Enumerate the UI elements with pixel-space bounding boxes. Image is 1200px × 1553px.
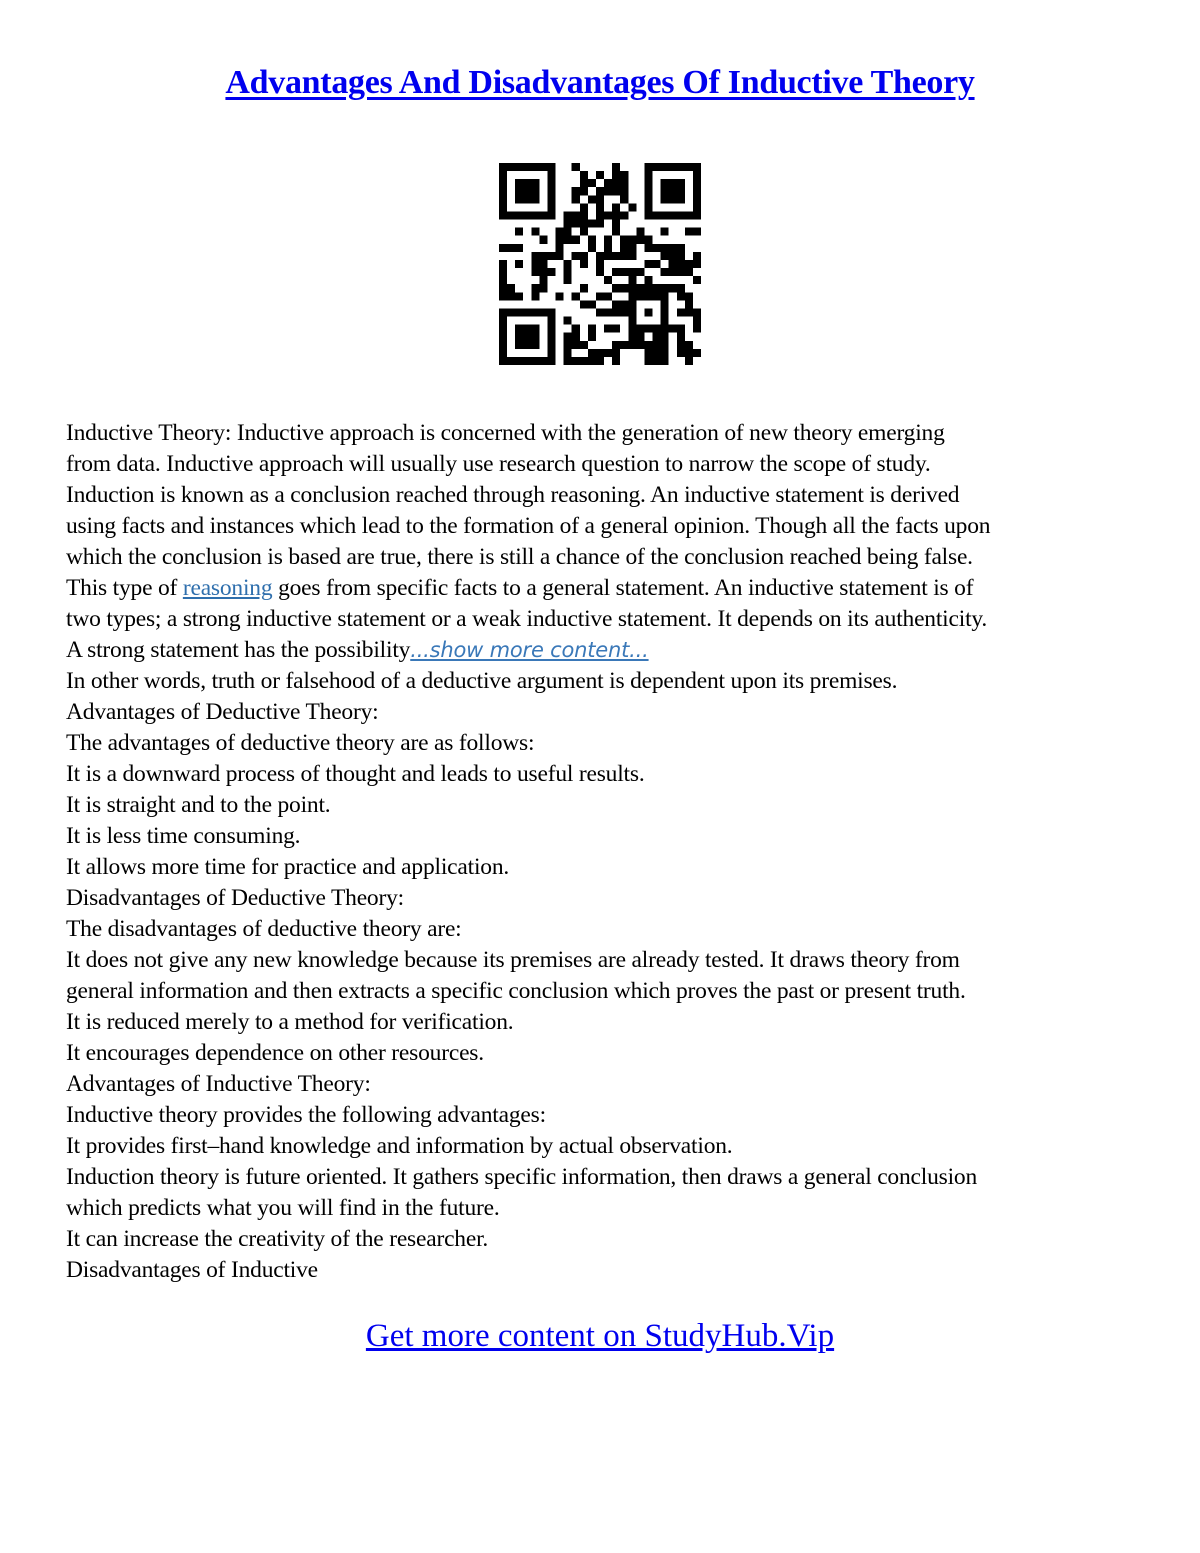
reasoning-link[interactable]: reasoning <box>182 575 273 601</box>
text-line: It does not give any new knowledge because its premises are already tested. It draws theory from <box>66 947 960 973</box>
text-segment: This type of <box>66 575 183 601</box>
text-line: Advantages of Inductive Theory: <box>66 1071 371 1097</box>
text-line: Disadvantages of Deductive Theory: <box>66 885 404 911</box>
text-segment: A strong statement has the possibility <box>66 637 411 663</box>
text-line: which predicts what you will find in the future. <box>66 1195 500 1221</box>
text-line: The disadvantages of deductive theory are: <box>66 916 462 942</box>
text-line: The advantages of deductive theory are as follows: <box>66 730 535 756</box>
text-line: It is less time consuming. <box>66 823 301 849</box>
text-line <box>66 573 1156 604</box>
text-line: Disadvantages of Inductive <box>66 1257 318 1283</box>
text-line: It is a downward process of thought and leads to useful results. <box>66 761 645 787</box>
text-line: It is straight and to the point. <box>66 792 331 818</box>
text-line: It allows more time for practice and application. <box>66 854 510 880</box>
text-line: using facts and instances which lead to the formation of a general opinion. Though all the facts upon <box>66 513 991 539</box>
text-line: general information and then extracts a specific conclusion which proves the past or present truth. <box>66 978 966 1004</box>
qr-code-icon <box>499 163 701 365</box>
text-segment: goes from specific facts to a general statement. An inductive statement is of <box>272 575 974 601</box>
text-line: which the conclusion is based are true, there is still a chance of the conclusion reached being false. <box>66 544 973 570</box>
text-line: from data. Inductive approach will usually use research question to narrow the scope of study. <box>66 451 931 477</box>
text-line: Advantages of Deductive Theory: <box>66 699 379 725</box>
text-line: two types; a strong inductive statement or a weak inductive statement. It depends on its authenticity. <box>66 606 988 632</box>
text-line: In other words, truth or falsehood of a deductive argument is dependent upon its premises. <box>66 668 898 694</box>
text-line: Inductive theory provides the following advantages: <box>66 1102 546 1128</box>
text-line: It encourages dependence on other resources. <box>66 1040 484 1066</box>
text-line: Induction is known as a conclusion reached through reasoning. An inductive statement is derived <box>66 482 960 508</box>
text-line: Inductive Theory: Inductive approach is concerned with the generation of new theory emerging <box>66 420 945 446</box>
document-body <box>66 418 1156 1286</box>
text-line: It is reduced merely to a method for verification. <box>66 1009 514 1035</box>
footer-studyhub-link[interactable]: Get more content on StudyHub.Vip <box>365 1318 835 1354</box>
text-line: It provides first–hand knowledge and information by actual observation. <box>66 1133 733 1159</box>
text-line <box>66 635 1156 666</box>
text-line: It can increase the creativity of the researcher. <box>66 1226 489 1252</box>
show-more-link[interactable]: ...show more content... <box>410 638 649 662</box>
document-title-link[interactable]: Advantages And Disadvantages Of Inductive Theory <box>225 64 975 101</box>
text-line: Induction theory is future oriented. It gathers specific information, then draws a general conclusion <box>66 1164 978 1190</box>
